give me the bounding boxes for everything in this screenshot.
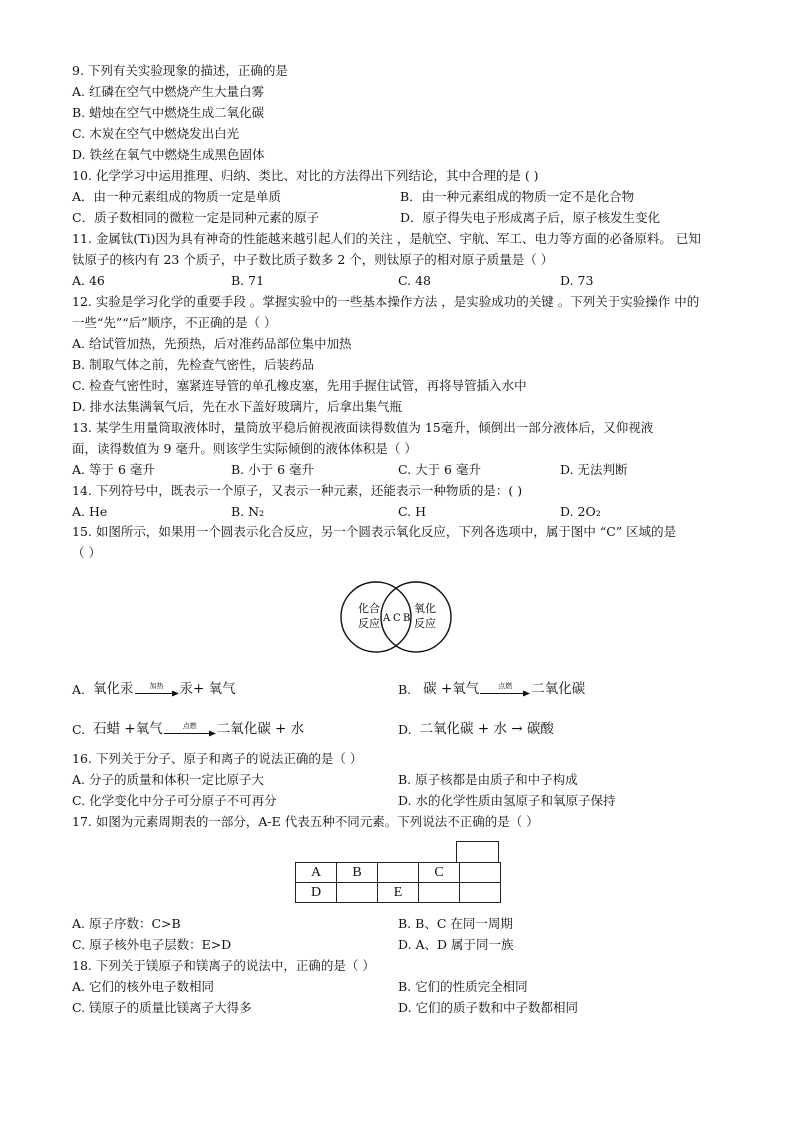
reactant: 碳 +氧气	[423, 681, 480, 697]
reaction-equation: 二氧化碳 + 水 → 碳酸	[419, 721, 554, 737]
text-line-q13b: B. 小于 6 毫升	[231, 462, 315, 477]
option-label: A.	[72, 682, 86, 697]
venn-left-label-2: 反应	[358, 617, 380, 630]
text-line-q18b: B. 它们的性质完全相同	[398, 979, 528, 994]
element-cell-empty	[460, 883, 501, 903]
text-line-q12b: B. 制取气体之前，先检查气密性，后装药品	[72, 357, 315, 372]
reaction-condition: 点燃	[182, 722, 197, 730]
text-line-q17: 17. 如图为元素周期表的一部分，A-E 代表五种不同元素。下列说法不正确的是（ ）	[72, 814, 539, 829]
text-line-q11b: B. 71	[231, 273, 265, 288]
element-cell-c: C	[419, 863, 460, 883]
text-line-q12a: A. 给试管加热，先预热，后对准药品部位集中加热	[72, 336, 352, 351]
text-line-q17b: B. B、C 在同一周期	[398, 916, 513, 931]
text-line-q14c: C. H	[398, 504, 426, 519]
q15-option-d	[398, 717, 554, 737]
text-line-q10b: B．由一种元素组成的物质一定不是化合物	[400, 189, 635, 204]
product: 二氧化碳	[531, 681, 586, 697]
text-line-q14d: D. 2O₂	[560, 504, 601, 519]
element-cell-empty	[337, 883, 378, 903]
element-cell-e: E	[378, 883, 419, 903]
venn-right-label-2: 反应	[414, 617, 436, 630]
text-line-q9b: B. 蜡烛在空气中燃烧生成二氧化碳	[72, 105, 265, 120]
text-line-q9: 9. 下列有关实验现象的描述，正确的是	[72, 63, 288, 78]
reaction-condition: 加热	[149, 682, 164, 690]
text-line-q12c: C. 检查气密性时，塞紧连导管的单孔橡皮塞，先用手握住试管，再将导管插入水中	[72, 378, 527, 393]
element-cell-empty	[419, 883, 460, 903]
q15-option-c	[72, 717, 304, 737]
text-line-q12d: D. 排水法集满氧气后，先在水下盖好玻璃片，后拿出集气瓶	[72, 399, 403, 414]
product: 汞+ 氧气	[179, 681, 236, 697]
text-line-q13d: D. 无法判断	[560, 462, 628, 477]
text-line-q15s: （ ）	[72, 545, 101, 560]
element-cell-b: B	[337, 863, 378, 883]
text-line-q12s: 一些“先”“后”顺序，不正确的是（ ）	[72, 315, 277, 330]
text-line-q16: 16. 下列关于分子、原子和离子的说法正确的是（ ）	[72, 751, 363, 766]
text-line-q13s: 面，读得数值为 9 毫升。则该学生实际倾倒的液体体积是（ ）	[72, 441, 417, 456]
reactant: 石蜡 +氧气	[93, 721, 163, 737]
periodic-table-row	[296, 863, 501, 883]
text-line-q16d: D. 水的化学性质由氢原子和氧原子保持	[398, 793, 616, 808]
arrow-icon	[164, 730, 216, 737]
reaction-arrow	[480, 682, 530, 697]
option-label: C.	[72, 722, 86, 737]
text-line-q18c: C. 镁原子的质量比镁离子大得多	[72, 1000, 252, 1015]
reaction-arrow	[135, 682, 179, 697]
option-label: D.	[398, 722, 412, 737]
venn-region-a: A	[383, 613, 391, 624]
text-line-q11: 11. 金属钛(Ti)因为具有神奇的性能越来越引起人们的关注 ，是航空、宇航、军工、电力等方面的必备原料。 已知	[72, 231, 701, 246]
text-line-q11a: A. 46	[72, 273, 105, 288]
arrow-icon	[135, 690, 179, 697]
text-line-q16a: A. 分子的质量和体积一定比原子大	[72, 772, 264, 787]
text-line-q18a: A. 它们的核外电子数相同	[72, 979, 214, 994]
arrow-icon	[480, 690, 530, 697]
text-line-q9a: A. 红磷在空气中燃烧产生大量白雾	[72, 84, 264, 99]
element-cell-a: A	[296, 863, 337, 883]
text-line-q12: 12. 实验是学习化学的重要手段 。掌握实验中的一些基本操作方法 ，是实验成功的关键 。下列关于实验操作 中的	[72, 294, 700, 309]
text-line-q11s: 钛原子的核内有 23 个质子，中子数比质子数多 2 个，则钛原子的相对原子质量是（ ）	[72, 252, 554, 267]
venn-region-c: C	[393, 613, 401, 624]
text-line-q10: 10. 化学学习中运用推理、归纳、类比、对比的方法得出下列结论，其中合理的是 ( )	[72, 168, 539, 183]
element-cell-empty	[378, 863, 419, 883]
text-line-q14: 14. 下列符号中，既表示一个原子，又表示一种元素，还能表示一种物质的是：( )	[72, 483, 523, 498]
venn-region-b: B	[403, 613, 411, 624]
text-line-q11d: D. 73	[560, 273, 594, 288]
text-line-q18: 18. 下列关于镁原子和镁离子的说法中，正确的是（ ）	[72, 958, 375, 973]
periodic-table-top-cell	[456, 841, 499, 863]
periodic-table-grid	[295, 862, 501, 903]
reactant: 氧化汞	[93, 681, 134, 697]
text-line-q13: 13. 某学生用量筒取液体时，量筒放平稳后俯视液面读得数值为 15毫升，倾倒出一部分液体后，又仰视液	[72, 420, 654, 435]
text-line-q10d: D．原子得失电子形成离子后，原子核发生变化	[400, 210, 661, 225]
text-line-q14a: A. He	[72, 504, 108, 519]
product: 二氧化碳 + 水	[216, 721, 305, 737]
text-line-q17a: A. 原子序数：C>B	[72, 916, 181, 931]
text-line-q13a: A. 等于 6 毫升	[72, 462, 155, 477]
text-line-q13c: C. 大于 6 毫升	[398, 462, 481, 477]
text-line-q16c: C. 化学变化中分子可分原子不可再分	[72, 793, 277, 808]
reaction-condition: 点燃	[498, 682, 513, 690]
q15-option-a	[72, 677, 236, 697]
q15-option-b	[398, 677, 585, 697]
text-line-q9c: C. 木炭在空气中燃烧发出白光	[72, 126, 240, 141]
text-line-q10c: C．质子数相同的微粒一定是同种元素的原子	[72, 210, 320, 225]
periodic-table-row	[296, 883, 501, 903]
text-line-q17c: C. 原子核外电子层数：E>D	[72, 937, 232, 952]
text-line-q10a: A．由一种元素组成的物质一定是单质	[72, 189, 282, 204]
reaction-arrow	[164, 722, 216, 737]
text-line-q9d: D. 铁丝在氧气中燃烧生成黑色固体	[72, 147, 265, 162]
option-label: B.	[398, 682, 412, 697]
element-cell-d: D	[296, 883, 337, 903]
element-cell-empty	[460, 863, 501, 883]
text-line-q18d: D. 它们的质子数和中子数都相同	[398, 1000, 579, 1015]
text-line-q15: 15. 如图所示，如果用一个圆表示化合反应，另一个圆表示氧化反应，下列各选项中，属于图中 “C” 区域的是	[72, 524, 677, 539]
venn-right-label-1: 氧化	[414, 602, 436, 615]
text-line-q16b: B. 原子核都是由质子和中子构成	[398, 772, 578, 787]
text-line-q14b: B. N₂	[231, 504, 265, 519]
text-line-q11c: C. 48	[398, 273, 431, 288]
venn-left-label-1: 化合	[358, 602, 380, 615]
venn-diagram	[340, 576, 452, 658]
text-line-q17d: D. A、D 属于同一族	[398, 937, 514, 952]
